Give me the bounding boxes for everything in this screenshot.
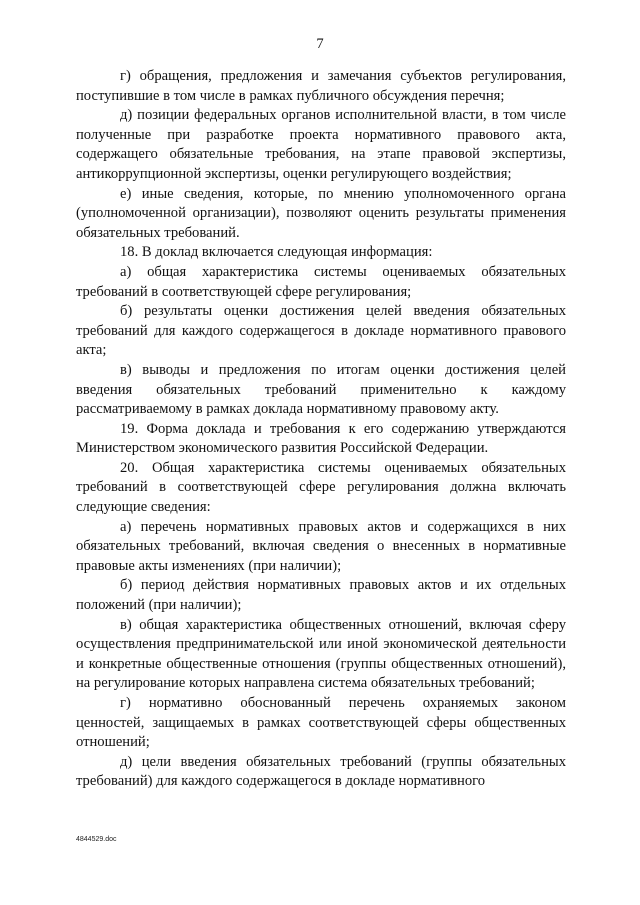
- paragraph-17g: г) обращения, предложения и замечания субъектов регулирования, поступившие в том числе в рамках публичного обсуждения перечня;: [76, 68, 566, 104]
- paragraph-17e: е) иные сведения, которые, по мнению уполномоченного органа (уполномоченной организации), позволяют оценить результаты применения обязательных требований.: [76, 185, 566, 241]
- paragraph-17d: д) позиции федеральных органов исполнительной власти, в том числе полученные при разработке проекта нормативного правового акта, содержащего обязательные требования, на этапе правовой экспертизы, антикоррупционной экспертизы, оценки регулирующего воздействия;: [76, 107, 566, 182]
- paragraph-19: 19. Форма доклада и требования к его содержанию утверждаются Министерством экономического развития Российской Федерации.: [76, 420, 566, 457]
- document-footer: 4844529.doc: [76, 836, 117, 843]
- paragraph-20b: б) период действия нормативных правовых актов и их отдельных положений (при наличии);: [76, 577, 566, 614]
- paragraph-18b: б) результаты оценки достижения целей введения обязательных требований для каждого содержащегося в докладе нормативного правового акта;: [76, 303, 566, 359]
- paragraph-20: 20. Общая характеристика системы оцениваемых обязательных требований в соответствующей сфере регулирования должна включать следующие сведения:: [76, 459, 566, 516]
- paragraph-18a: а) общая характеристика системы оцениваемых обязательных требований в соответствующей сфере регулирования;: [76, 263, 566, 300]
- document-body: [76, 67, 566, 792]
- paragraph-20d: д) цели введения обязательных требований (группы обязательных требований) для каждого содержащегося в докладе нормативного: [76, 753, 566, 790]
- paragraph-20v: в) общая характеристика общественных отношений, включая сферу осуществления предпринимательской или иной экономической деятельности и конкретные общественные отношения (группы общественных отношений), на регулирование которых направлена система обязательных требований;: [76, 616, 566, 692]
- paragraph-20a: а) перечень нормативных правовых актов и содержащихся в них обязательных требований, включая сведения о внесенных в нормативные правовые акты изменениях (при наличии);: [76, 518, 566, 574]
- paragraph-20g: г) нормативно обоснованный перечень охраняемых законом ценностей, защищаемых в рамках соответствующей сферы общественных отношений;: [76, 695, 566, 751]
- page-number: 7: [316, 36, 324, 52]
- paragraph-18v: в) выводы и предложения по итогам оценки достижения целей введения обязательных требований применительно к каждому рассматриваемому в рамках доклада нормативному правовому акту.: [76, 361, 566, 418]
- paragraph-18: 18. В доклад включается следующая информация:: [120, 244, 433, 261]
